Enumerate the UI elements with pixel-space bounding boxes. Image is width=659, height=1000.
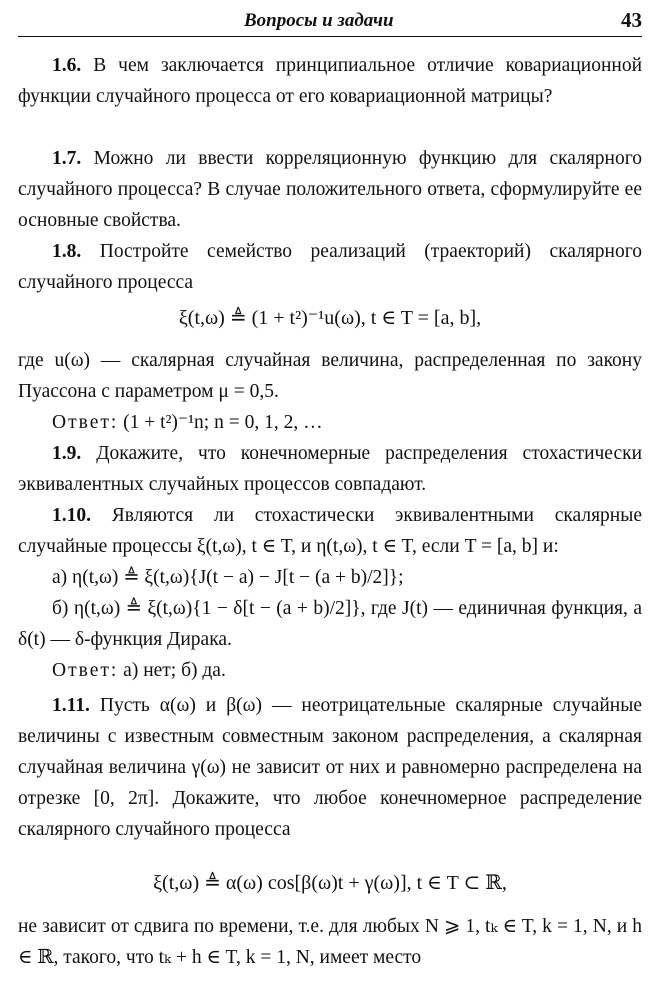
problem-1-9 bbox=[18, 438, 642, 500]
problem-text: Докажите, что конечномерные распределения стохастически эквивалентных случайных процессов совпадают. bbox=[18, 443, 643, 495]
page-number: 43 bbox=[621, 8, 642, 32]
formula-1-8: ξ(t,ω) ≜ (1 + t²)⁻¹u(ω), t ∈ T = [a, b], bbox=[178, 307, 482, 329]
problem-number: 1.10. bbox=[52, 505, 91, 526]
problem-1-11 bbox=[18, 690, 642, 845]
formula-1-11: ξ(t,ω) ≜ α(ω) cos[β(ω)t + γ(ω)], t ∈ T ⊂ ℝ, bbox=[153, 872, 507, 894]
running-title: Вопросы и задачи bbox=[244, 10, 394, 31]
answer-text: а) нет; б) да. bbox=[123, 660, 226, 681]
problem-1-7 bbox=[18, 143, 642, 236]
problem-text: В чем заключается принципиальное отличие ковариационной функции случайного процесса от его ковариационной матрицы? bbox=[18, 55, 642, 107]
answer-label: Ответ: bbox=[52, 660, 119, 681]
continuation-text: не зависит от сдвига по времени, т.е. для любых N ⩾ 1, tₖ ∈ T, k = 1, N, и h ∈ ℝ, такого, что tₖ + h ∈ T, k = 1, N, имеет место bbox=[18, 916, 642, 968]
answer-text: (1 + t²)⁻¹n; n = 0, 1, 2, … bbox=[123, 412, 323, 433]
problem-number: 1.7. bbox=[52, 148, 82, 169]
continuation-text: где u(ω) — скалярная случайная величина, распределенная по закону Пуассона с параметром μ = 0,5. bbox=[18, 350, 642, 402]
problem-number: 1.9. bbox=[52, 443, 82, 464]
page-header bbox=[18, 6, 642, 37]
problem-number: 1.8. bbox=[52, 241, 82, 262]
problem-text: Являются ли стохастически эквивалентными скалярные случайные процессы ξ(t,ω), t ∈ T, и η(t,ω), t ∈ T, если T = [a, b] и: bbox=[18, 505, 642, 557]
case-b: б) η(t,ω) ≜ ξ(t,ω){1 − δ[t − (a + b)/2]}, где J(t) — единичная функция, а δ(t) — δ-функция Дирака. bbox=[18, 598, 642, 650]
problem-1-6 bbox=[18, 50, 642, 112]
answer-label: Ответ: bbox=[52, 412, 119, 433]
problem-1-8 bbox=[18, 236, 642, 298]
problem-text: Можно ли ввести корреляционную функцию для скалярного случайного процесса? В случае положительного ответа, сформулируйте ее основные свойства. bbox=[18, 148, 643, 231]
problem-1-8-continuation bbox=[18, 345, 642, 438]
problem-text: Пусть α(ω) и β(ω) — неотрицательные скалярные случайные величины с известным совместным законом распределения, а скалярная случайная величина γ(ω) не зависит от них и равномерно распределена на отрезке [0, 2π]. Докажите, что любое конечномерное распределение скалярного случайного процесса bbox=[18, 695, 643, 840]
case-a: а) η(t,ω) ≜ ξ(t,ω){J(t − a) − J[t − (a + b)/2]}; bbox=[52, 567, 404, 588]
problem-1-10 bbox=[18, 500, 642, 686]
problem-number: 1.11. bbox=[52, 695, 90, 716]
problem-1-11-continuation bbox=[18, 911, 642, 973]
problem-number: 1.6. bbox=[52, 55, 82, 76]
problem-text: Постройте семейство реализаций (траекторий) скалярного случайного процесса bbox=[18, 241, 643, 293]
